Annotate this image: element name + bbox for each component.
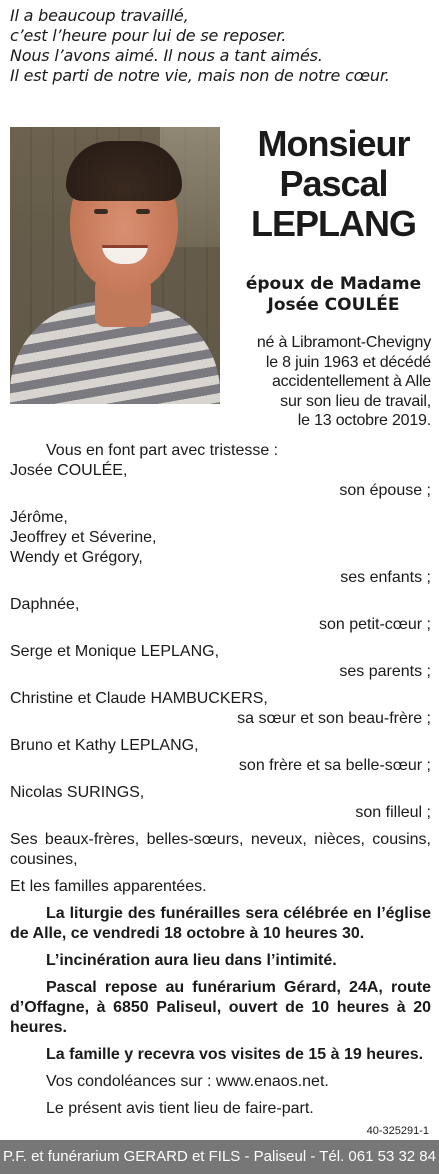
deceased-last-name: LEPLANG — [250, 203, 416, 244]
deceased-name — [228, 124, 439, 244]
birth-line: né à Libramont-Chevigny — [256, 334, 431, 351]
repose-notice: Pascal repose au funérarium Gérard, 24A, route d’Offagne, à 6850 Paliseul, ouvert de 10 heures à 20 heures. — [10, 979, 431, 1036]
family-name: Jérôme, — [10, 509, 68, 526]
family-relation: ses parents ; — [339, 663, 431, 680]
spouse-name: Josée COULÉE — [267, 295, 400, 315]
family-name: Daphnée, — [10, 596, 80, 613]
family-others: Ses beaux-frères, belles-sœurs, neveux, nièces, cousins, cousines, — [10, 831, 431, 868]
visits-notice: La famille y recevra vos visites de 15 à 19 heures. — [46, 1046, 424, 1063]
birth-line: le 8 juin 1963 et décédé — [265, 353, 431, 371]
spouse-line: époux de Madame — [245, 274, 422, 294]
birth-line: le 13 octobre 2019. — [297, 412, 431, 430]
family-name: Bruno et Kathy LEPLANG, — [10, 737, 199, 754]
cremation-notice: L’incinération aura lieu dans l’intimité. — [46, 952, 337, 969]
portrait-photo — [10, 127, 220, 404]
family-relation: sa sœur et son beau-frère ; — [237, 710, 431, 727]
reference-number: 40-325291-1 — [366, 1125, 429, 1137]
family-families: Et les familles apparentées. — [10, 878, 207, 895]
liturgy-notice: La liturgie des funérailles sera célébrée en l’église de Alle, ce vendredi 18 octobre à 10 heures 30. — [10, 905, 431, 942]
faire-part-notice: Le présent avis tient lieu de faire-part. — [46, 1100, 314, 1117]
family-relation: ses enfants ; — [340, 569, 431, 586]
family-relation: son épouse ; — [339, 482, 431, 499]
footer-banner: P.F. et funérarium GERARD et FILS - Paliseul - Tél. 061 53 32 84 — [0, 1140, 439, 1174]
family-relation: son filleul ; — [355, 804, 431, 821]
spouse-block — [228, 274, 439, 316]
condolences-notice: Vos condoléances sur : www.enaos.net. — [46, 1073, 329, 1090]
family-intro: Vous en font part avec tristesse : — [46, 442, 279, 459]
poem — [10, 6, 435, 86]
family-name: Wendy et Grégory, — [10, 549, 143, 566]
family-list — [10, 441, 431, 1119]
poem-line: Nous l’avons aimé. Il nous a tant aimés. — [10, 46, 323, 65]
deceased-title: Monsieur — [257, 123, 410, 164]
family-relation: son frère et sa belle-sœur ; — [238, 757, 431, 774]
birth-line: sur son lieu de travail, — [280, 392, 431, 410]
birth-line: accidentellement à Alle — [271, 373, 431, 391]
family-relation: son petit-cœur ; — [318, 616, 431, 633]
deceased-first-name: Pascal — [279, 163, 388, 204]
poem-line: c’est l’heure pour lui de se reposer. — [10, 26, 287, 45]
family-name: Serge et Monique LEPLANG, — [10, 643, 220, 660]
poem-line: Il a beaucoup travaillé, — [10, 6, 189, 25]
family-name: Nicolas SURINGS, — [10, 784, 145, 801]
family-name: Christine et Claude HAMBUCKERS, — [10, 690, 268, 707]
poem-line: Il est parti de notre vie, mais non de notre cœur. — [10, 66, 390, 85]
birth-death-info — [228, 333, 431, 431]
family-name: Josée COULÉE, — [10, 462, 128, 479]
family-name: Jeoffrey et Séverine, — [10, 529, 157, 546]
